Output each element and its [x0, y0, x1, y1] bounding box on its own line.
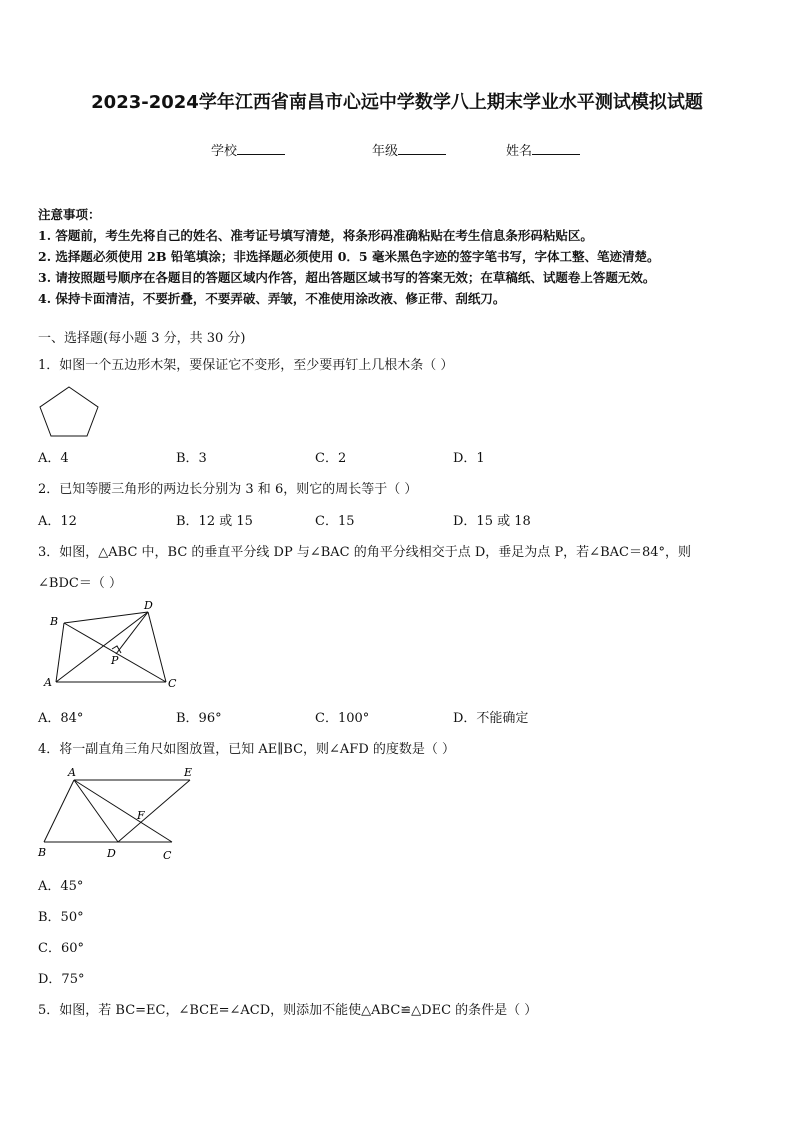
question-2-option-c: C．15 [315, 514, 355, 529]
label-c: C [163, 849, 172, 862]
segment-de [118, 780, 190, 842]
page-title: 2023-2024学年江西省南昌市心远中学数学八上期末学业水平测试模拟试题 [91, 92, 703, 113]
label-d: D [107, 847, 116, 860]
pentagon-shape [40, 387, 98, 436]
question-2-stem: 2．已知等腰三角形的两边长分别为 3 和 6，则它的周长等于（ ） [38, 482, 418, 497]
question-4-option-a: A．45° [38, 879, 84, 894]
question-3-stem: 3．如图，△ABC 中，BC 的垂直平分线 DP 与∠BAC 的角平分线相交于点 D，垂足为点 P，若∠BAC＝84°，则 [38, 545, 692, 560]
question-3-option-d: D．不能确定 [453, 711, 529, 726]
question-2-option-d: D．15 或 18 [453, 514, 531, 529]
grade-field [372, 140, 446, 159]
label-e: E [184, 766, 193, 779]
grade-blank [398, 142, 446, 155]
question-1-option-d: D．1 [453, 451, 485, 466]
segment-dc [148, 612, 166, 682]
question-2-option-a: A．12 [38, 514, 77, 529]
notes-heading: 注意事项： [38, 207, 101, 222]
label-d: D [144, 599, 153, 612]
segment-ac [74, 780, 172, 842]
question-3-option-b: B．96° [176, 711, 222, 726]
label-p: P [111, 654, 119, 667]
note-item: 1. 答题前，考生先将自己的姓名、准考证号填写清楚，将条形码准确粘贴在考生信息条形码粘贴区。 [38, 228, 593, 243]
label-f: F [137, 809, 145, 822]
segment-ab [44, 780, 74, 842]
segment-ab [56, 623, 64, 682]
note-item: 3. 请按照题号顺序在各题目的答题区域内作答，超出答题区域书写的答案无效；在草稿纸、试题卷上答题无效。 [38, 270, 656, 285]
question-1-option-c: C．2 [315, 451, 347, 466]
notes-block [38, 204, 659, 309]
set-squares-figure [34, 762, 194, 866]
name-field [506, 140, 580, 159]
question-3-stem-cont: ∠BDC＝（ ） [38, 576, 122, 591]
note-item: 2. 选择题必须使用 2B 铅笔填涂；非选择题必须使用 0．5 毫米黑色字迹的签字笔书写，字体工整、笔迹清楚。 [38, 249, 660, 264]
question-1-option-a: A．4 [38, 451, 69, 466]
school-field [211, 140, 285, 159]
pentagon-figure [36, 384, 102, 440]
question-1-option-b: B．3 [176, 451, 207, 466]
name-label: 姓名 [506, 144, 533, 159]
question-3-option-a: A．84° [38, 711, 84, 726]
segment-bc [64, 623, 166, 682]
note-item: 4. 保持卡面清洁，不要折叠，不要弄破、弄皱，不准使用涂改液、修正带、刮纸刀。 [38, 291, 506, 306]
school-label: 学校 [211, 144, 238, 159]
question-1-stem: 1．如图一个五边形木架，要保证它不变形，至少要再钉上几根木条（ ） [38, 358, 454, 373]
name-blank [532, 142, 580, 155]
grade-label: 年级 [372, 144, 399, 159]
school-blank [237, 142, 285, 155]
triangle-bdc-figure [40, 598, 180, 690]
question-4-option-d: D．75° [38, 972, 85, 987]
label-a: A [44, 676, 52, 689]
label-b: B [38, 846, 47, 859]
label-b: B [50, 615, 59, 628]
question-3-option-c: C．100° [315, 711, 370, 726]
question-2-option-b: B．12 或 15 [176, 514, 253, 529]
question-4-stem: 4．将一副直角三角尺如图放置，已知 AE∥BC，则∠AFD 的度数是（ ） [38, 742, 456, 757]
section-heading: 一、选择题(每小题 3 分，共 30 分) [38, 331, 246, 346]
label-a: A [68, 766, 76, 779]
question-4-option-c: C．60° [38, 941, 84, 956]
question-4-option-b: B．50° [38, 910, 84, 925]
label-c: C [168, 677, 177, 690]
question-5-stem: 5．如图，若 BC=EC，∠BCE=∠ACD，则添加不能使△ABC≌△DEC 的条件是（ ） [38, 1003, 538, 1018]
segment-ad [74, 780, 118, 842]
